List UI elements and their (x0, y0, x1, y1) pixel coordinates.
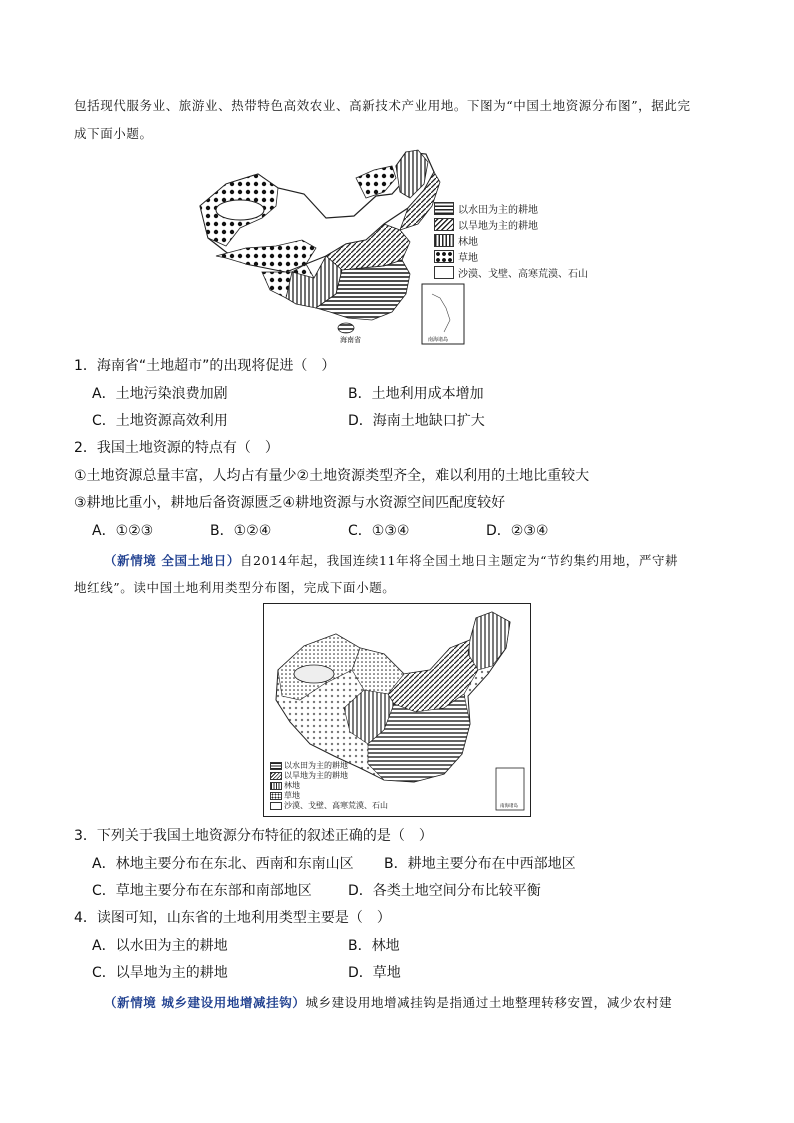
legend2-swatch-dry (270, 772, 282, 780)
china-land-resource-map-1 (196, 148, 606, 348)
intro-line-2: 成下面小题。 (74, 126, 153, 141)
q2-statement-2: ③耕地比重小，耕地后备资源匮乏④耕地资源与水资源空间匹配度较好 (74, 495, 506, 511)
q1-option-c[interactable]: C．土地资源高效利用 (92, 413, 228, 429)
inset-label-1: 南海诸岛 (428, 337, 449, 343)
legend-swatch-desert (434, 266, 454, 279)
q4-option-c[interactable]: C．以旱地为主的耕地 (92, 965, 228, 981)
q1-option-d[interactable]: D．海南土地缺口扩大 (348, 413, 485, 429)
legend-swatch-dry (434, 218, 454, 231)
intro3-text: 城乡建设用地增减挂钩是指通过土地整理转移安置，减少农村建 (305, 995, 673, 1010)
legend-label-desert: 沙漠、戈壁、高寒荒漠、石山 (458, 269, 588, 280)
q1-stem: 1．海南省“土地超市”的出现将促进（ ） (74, 358, 336, 374)
q3-stem: 3．下列关于我国土地资源分布特征的叙述正确的是（ ） (74, 828, 433, 844)
intro3-line-1 (104, 989, 734, 1016)
q2-option-a[interactable]: A．①②③ (92, 523, 154, 539)
q2-option-c[interactable]: C．①③④ (348, 523, 410, 539)
intro-line-1: 包括现代服务业、旅游业、热带特色高效农业、高新技术产业用地。下图为“中国土地资源分布图”，据此完 (74, 98, 691, 113)
inset-label-2: 南海诸岛 (500, 804, 518, 809)
q4-option-d[interactable]: D．草地 (348, 965, 401, 981)
intro2-tag: （新情境 全国土地日） (104, 553, 240, 568)
hainan-label: 海南省 (340, 336, 361, 344)
china-land-use-map-2 (263, 603, 531, 817)
q4-stem: 4．读图可知，山东省的土地利用类型主要是（ ） (74, 910, 391, 926)
q2-stem: 2．我国土地资源的特点有（ ） (74, 440, 279, 456)
q2-option-b[interactable]: B．①②④ (210, 523, 272, 539)
intro3-tag: （新情境 城乡建设用地增减挂钩） (104, 995, 306, 1010)
q4-option-a[interactable]: A．以水田为主的耕地 (92, 938, 228, 954)
q3-option-b[interactable]: B．耕地主要分布在中西部地区 (384, 856, 576, 872)
legend-label-forest: 林地 (458, 237, 478, 248)
legend2-label-grass: 草地 (284, 791, 300, 800)
legend2-label-forest: 林地 (284, 781, 300, 790)
intro2-text: 自2014年起，我国连续11年将全国土地日主题定为“节约集约用地，严守耕 (239, 553, 679, 568)
legend2-swatch-grass (270, 792, 282, 800)
legend2-label-paddy: 以水田为主的耕地 (284, 761, 348, 770)
legend2-label-desert: 沙漠、戈壁、高寒荒漠、石山 (284, 801, 388, 810)
legend-swatch-grass (434, 250, 454, 263)
q1-option-b[interactable]: B．土地利用成本增加 (348, 386, 484, 402)
legend-swatch-forest (434, 234, 454, 247)
q3-option-d[interactable]: D．各类土地空间分布比较平衡 (348, 883, 541, 899)
intro2-line-1 (104, 547, 734, 574)
q4-option-b[interactable]: B．林地 (348, 938, 400, 954)
legend2-swatch-forest (270, 782, 282, 790)
legend2-swatch-paddy (270, 762, 282, 770)
q1-option-a[interactable]: A．土地污染浪费加剧 (92, 386, 228, 402)
legend2-swatch-desert (270, 802, 282, 810)
legend2-label-dry: 以旱地为主的耕地 (284, 771, 348, 780)
legend-label-grass: 草地 (458, 253, 478, 264)
intro2-line-2: 地红线”。读中国土地利用类型分布图，完成下面小题。 (74, 580, 396, 595)
q2-option-d[interactable]: D．②③④ (486, 523, 549, 539)
q3-option-a[interactable]: A．林地主要分布在东北、西南和东南山区 (92, 856, 354, 872)
q2-statement-1: ①土地资源总量丰富，人均占有量少②土地资源类型齐全，难以利用的土地比重较大 (74, 468, 590, 484)
q3-option-c[interactable]: C．草地主要分布在东部和南部地区 (92, 883, 312, 899)
legend-swatch-paddy (434, 202, 454, 215)
legend-label-paddy: 以水田为主的耕地 (458, 205, 538, 216)
legend-label-dry: 以旱地为主的耕地 (458, 221, 538, 232)
